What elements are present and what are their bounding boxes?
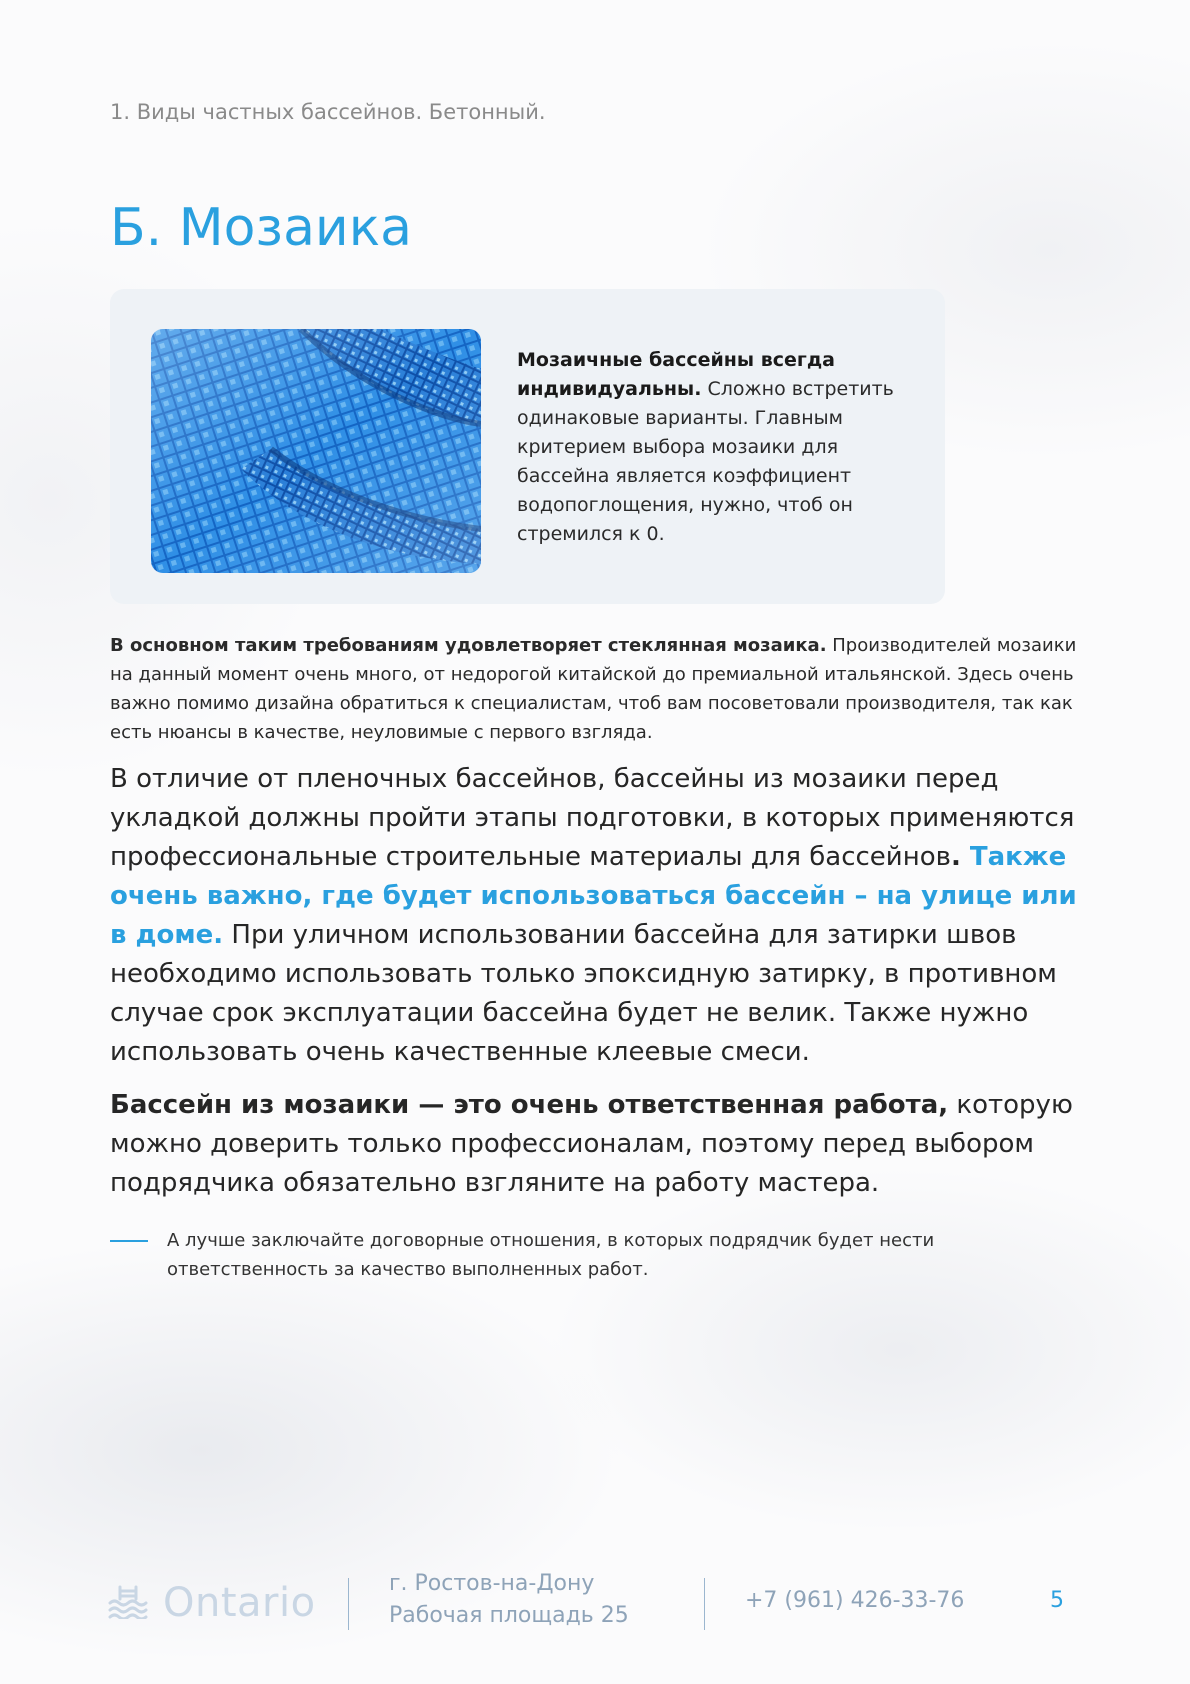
section-title: Б. Мозаика bbox=[110, 198, 412, 258]
logo-text: Ontario bbox=[163, 1580, 316, 1626]
address-line1: г. Ростов-на-Дону bbox=[389, 1571, 595, 1596]
closing-text: которую можно доверить только профессионалам, поэтому перед выбором подрядчика обязательно взгляните на работу мастера. bbox=[110, 1090, 1073, 1198]
card-description-text: Сложно встретить одинаковые варианты. Главным критерием выбора мозаики для бассейна является коэффициент водопоглощения, нужно, чтоб он стремился к 0. bbox=[517, 378, 894, 545]
main-text-part1: В отличие от пленочных бассейнов, бассейны из мозаики перед укладкой должны пройти этапы подготовки, в которых применяются профессиональные строительные материалы для бассейнов bbox=[110, 764, 1075, 872]
intro-paragraph bbox=[110, 631, 1090, 747]
footer-divider bbox=[704, 1578, 705, 1630]
mosaic-pool-image bbox=[151, 329, 481, 573]
pool-waves-icon bbox=[108, 1585, 148, 1619]
page-number: 5 bbox=[1050, 1588, 1064, 1613]
main-paragraph bbox=[110, 760, 1095, 1072]
breadcrumb: 1. Виды частных бассейнов. Бетонный. bbox=[110, 100, 546, 124]
note-text: А лучше заключайте договорные отношения, в которых подрядчик будет нести ответственность за качество выполненных работ. bbox=[167, 1230, 935, 1280]
main-text-part2: При уличном использовании бассейна для затирки швов необходимо использовать только эпоксидную затирку, в противном случае срок эксплуатации бассейна будет не велик. Также нужно использовать очень качественные клеевые смеси. bbox=[110, 920, 1057, 1067]
footer-phone[interactable]: +7 (961) 426-33-76 bbox=[745, 1588, 965, 1613]
card-description bbox=[517, 346, 897, 549]
main-text-dot: . bbox=[950, 842, 961, 872]
footer-divider bbox=[348, 1578, 349, 1630]
intro-text: Производителей мозаики на данный момент очень много, от недорогой китайской до премиальной итальянской. Здесь очень важно помимо дизайна обратиться к специалистам, чтоб вам посоветовали производителя, так как есть нюансы в качестве, неуловимые с первого взгляда. bbox=[110, 635, 1077, 743]
card-description-bold: Мозаичные бассейны всегда индивидуальны. bbox=[517, 349, 835, 400]
main-highlight: Также очень важно, где будет использоваться бассейн – на улице или в доме. bbox=[110, 842, 1077, 950]
closing-paragraph bbox=[110, 1086, 1095, 1203]
note-dash bbox=[110, 1240, 148, 1242]
footer-address bbox=[389, 1568, 629, 1632]
intro-bold: В основном таким требованиям удовлетворяет стеклянная мозаика. bbox=[110, 635, 827, 656]
address-line2: Рабочая площадь 25 bbox=[389, 1603, 629, 1628]
closing-bold: Бассейн из мозаики — это очень ответственная работа, bbox=[110, 1090, 949, 1120]
